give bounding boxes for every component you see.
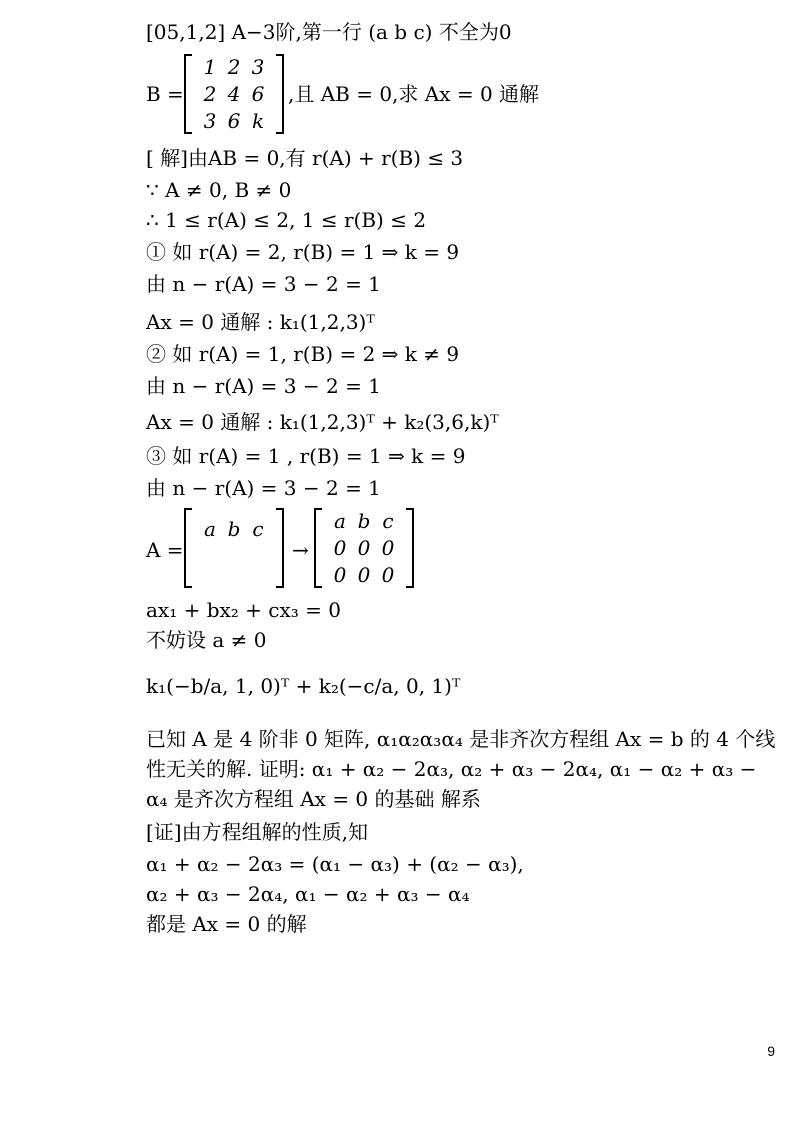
proof-line: α₁ + α₂ − 2α₃ = (α₁ − α₃) + (α₂ − α₃), xyxy=(146,852,524,876)
matrix-cell: 0 xyxy=(333,562,347,587)
right-arrow: → xyxy=(292,538,309,562)
matrix-cell: 0 xyxy=(357,535,371,560)
case-1: ① 如 r(A) = 2, r(B) = 1 ⇒ k = 9 xyxy=(146,240,460,264)
matrix-cell: 4 xyxy=(227,81,241,106)
matrix-cell: 3 xyxy=(251,55,265,80)
solution-line: 由 n − r(A) = 3 − 2 = 1 xyxy=(146,272,381,296)
assumption-line: 不妨设 a ≠ 0 xyxy=(146,628,267,652)
matrix-cell: 3 xyxy=(203,108,217,133)
matrix-b-label: B = xyxy=(146,82,184,106)
solution-line: Ax = 0 通解 : k₁(1,2,3)ᵀ xyxy=(146,310,375,334)
problem-1-condition: ,且 AB = 0,求 Ax = 0 通解 xyxy=(288,82,540,106)
matrix-a-label: A = xyxy=(146,538,184,562)
matrix-cell: c xyxy=(382,509,394,534)
case-2: ② 如 r(A) = 1, r(B) = 2 ⇒ k ≠ 9 xyxy=(146,342,460,366)
problem-1-statement: [05,1,2] A−3阶,第一行 (a b c) 不全为0 xyxy=(146,20,512,44)
matrix-cell: 1 xyxy=(203,55,217,80)
page-number: 9 xyxy=(767,1043,775,1059)
case-3: ③ 如 r(A) = 1 , r(B) = 1 ⇒ k = 9 xyxy=(146,444,466,468)
matrix-cell: 0 xyxy=(381,562,395,587)
general-solution: k₁(−b/a, 1, 0)ᵀ + k₂(−c/a, 0, 1)ᵀ xyxy=(146,674,461,698)
matrix-b xyxy=(184,54,284,134)
solution-line: ∵ A ≠ 0, B ≠ 0 xyxy=(146,178,292,202)
proof-line: [证]由方程组解的性质,知 xyxy=(146,820,368,844)
matrix-cell: 2 xyxy=(227,55,241,80)
matrix-cell: 0 xyxy=(381,535,395,560)
matrix-cell: a xyxy=(204,517,216,542)
matrix-cell: k xyxy=(251,108,265,133)
matrix-cell: b xyxy=(227,517,241,542)
solution-line: ∴ 1 ≤ r(A) ≤ 2, 1 ≤ r(B) ≤ 2 xyxy=(146,208,427,232)
solution-line: Ax = 0 通解 : k₁(1,2,3)ᵀ + k₂(3,6,k)ᵀ xyxy=(146,410,499,434)
matrix-cell: 0 xyxy=(333,535,347,560)
matrix-cell: 6 xyxy=(251,81,265,106)
matrix-a xyxy=(184,508,284,588)
matrix-a-reduced xyxy=(314,508,414,588)
equation-line: ax₁ + bx₂ + cx₃ = 0 xyxy=(146,598,341,622)
solution-line: 由 n − r(A) = 3 − 2 = 1 xyxy=(146,374,381,398)
solution-line: [ 解]由AB = 0,有 r(A) + r(B) ≤ 3 xyxy=(146,146,464,170)
matrix-cell: 2 xyxy=(203,81,217,106)
solution-line: 由 n − r(A) = 3 − 2 = 1 xyxy=(146,476,381,500)
problem-2-statement: 已知 A 是 4 阶非 0 矩阵, α₁α₂α₃α₄ 是非齐次方程组 Ax = b 的 4 个线性无关的解. 证明: α₁ + α₂ − 2α₃, α₂ + α₃ − 2α₄, α₁ − α₂ + α₃ − α₄ 是齐次方程组 Ax = 0 的基础 解系 xyxy=(146,727,776,811)
matrix-cell: 6 xyxy=(227,108,241,133)
proof-line: 都是 Ax = 0 的解 xyxy=(146,912,307,936)
proof-line: α₂ + α₃ − 2α₄, α₁ − α₂ + α₃ − α₄ xyxy=(146,882,470,906)
matrix-cell: 0 xyxy=(357,562,371,587)
matrix-cell: b xyxy=(357,509,371,534)
matrix-cell: a xyxy=(334,509,346,534)
matrix-cell: c xyxy=(252,517,264,542)
